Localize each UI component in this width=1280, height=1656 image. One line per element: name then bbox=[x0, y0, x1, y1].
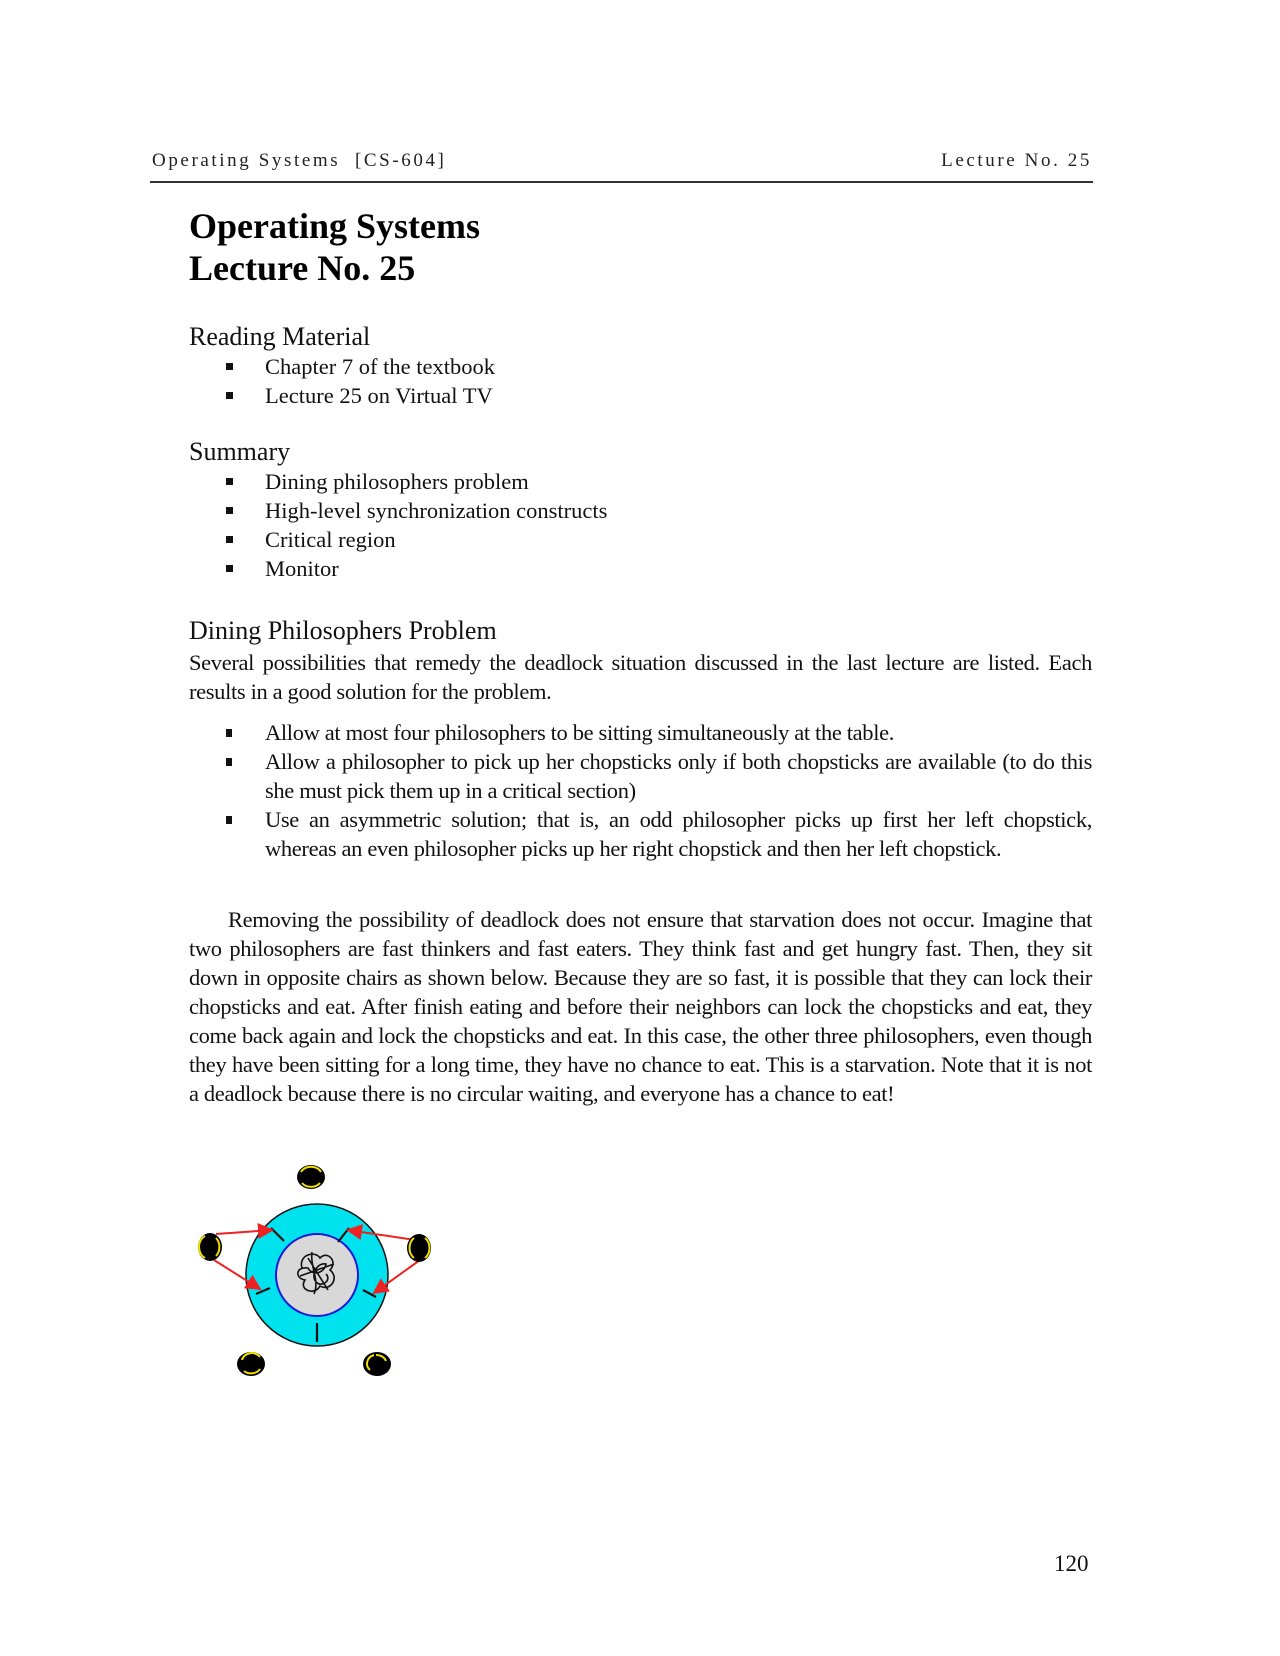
header-course: Operating Systems [CS-604] bbox=[152, 150, 447, 171]
bullet-icon bbox=[226, 363, 233, 370]
dining-philosophers-diagram bbox=[190, 1150, 440, 1390]
list-item: Allow a philosopher to pick up her chopsticks only if both chopsticks are available (to do this she must pick them up in a critical section) bbox=[189, 747, 1092, 805]
bullet-icon bbox=[226, 536, 233, 543]
bullet-icon bbox=[226, 729, 232, 737]
reading-material-heading: Reading Material bbox=[189, 322, 371, 351]
list-item: Dining philosophers problem bbox=[189, 467, 607, 496]
header-divider bbox=[150, 181, 1093, 183]
title-line-1: Operating Systems bbox=[189, 206, 480, 246]
philosopher-icon bbox=[407, 1234, 431, 1262]
summary-list bbox=[189, 467, 607, 583]
plate-icon bbox=[276, 1234, 358, 1316]
list-item: Critical region bbox=[189, 525, 607, 554]
list-item: Monitor bbox=[189, 554, 607, 583]
bullet-icon bbox=[226, 478, 233, 485]
list-item: Use an asymmetric solution; that is, an odd philosopher picks up first her left chopstick, whereas an even philosopher picks up her right chopstick and then her left chopstick. bbox=[189, 805, 1092, 863]
bullet-icon bbox=[226, 392, 233, 399]
summary-heading: Summary bbox=[189, 437, 291, 466]
list-item: Lecture 25 on Virtual TV bbox=[189, 381, 495, 410]
philosopher-icon bbox=[237, 1352, 265, 1376]
running-header bbox=[152, 150, 1092, 174]
list-item: Allow at most four philosophers to be sitting simultaneously at the table. bbox=[189, 718, 1092, 747]
title-line-2: Lecture No. 25 bbox=[189, 248, 416, 288]
bullet-icon bbox=[226, 758, 232, 766]
list-item: Chapter 7 of the textbook bbox=[189, 352, 495, 381]
reading-material-list bbox=[189, 352, 495, 410]
philosopher-icon bbox=[363, 1352, 391, 1376]
starvation-paragraph: Removing the possibility of deadlock does not ensure that starvation does not occur. Imagine that two philosophers are fast thinkers and fast eaters. They think fast and get hungry fast. Then, they sit down in opposite chairs as shown below. Because they are so fast, it is possible that they can lock their chopsticks and eat. After finish eating and before their neighbors can lock the chopsticks and eat, they come back again and lock the chopsticks and eat. In this case, the other three philosophers, even though they have been sitting for a long time, they have no chance to eat. This is a starvation. Note that it is not a deadlock because there is no circular waiting, and everyone has a chance to eat! bbox=[189, 907, 1092, 1106]
philosopher-icon bbox=[198, 1233, 222, 1261]
philosopher-icon bbox=[297, 1165, 325, 1189]
list-item: High-level synchronization constructs bbox=[189, 496, 607, 525]
page-title bbox=[189, 205, 480, 289]
dining-philosophers-heading: Dining Philosophers Problem bbox=[189, 616, 497, 645]
header-lecture: Lecture No. 25 bbox=[941, 150, 1092, 171]
dining-solutions-list bbox=[189, 718, 1092, 863]
bullet-icon bbox=[226, 507, 233, 514]
bullet-icon bbox=[226, 565, 233, 572]
page-number: 120 bbox=[1054, 1551, 1089, 1576]
dining-intro-paragraph: Several possibilities that remedy the deadlock situation discussed in the last lecture are listed. Each results in a good solution for the problem. bbox=[189, 650, 1092, 704]
bullet-icon bbox=[226, 816, 232, 824]
